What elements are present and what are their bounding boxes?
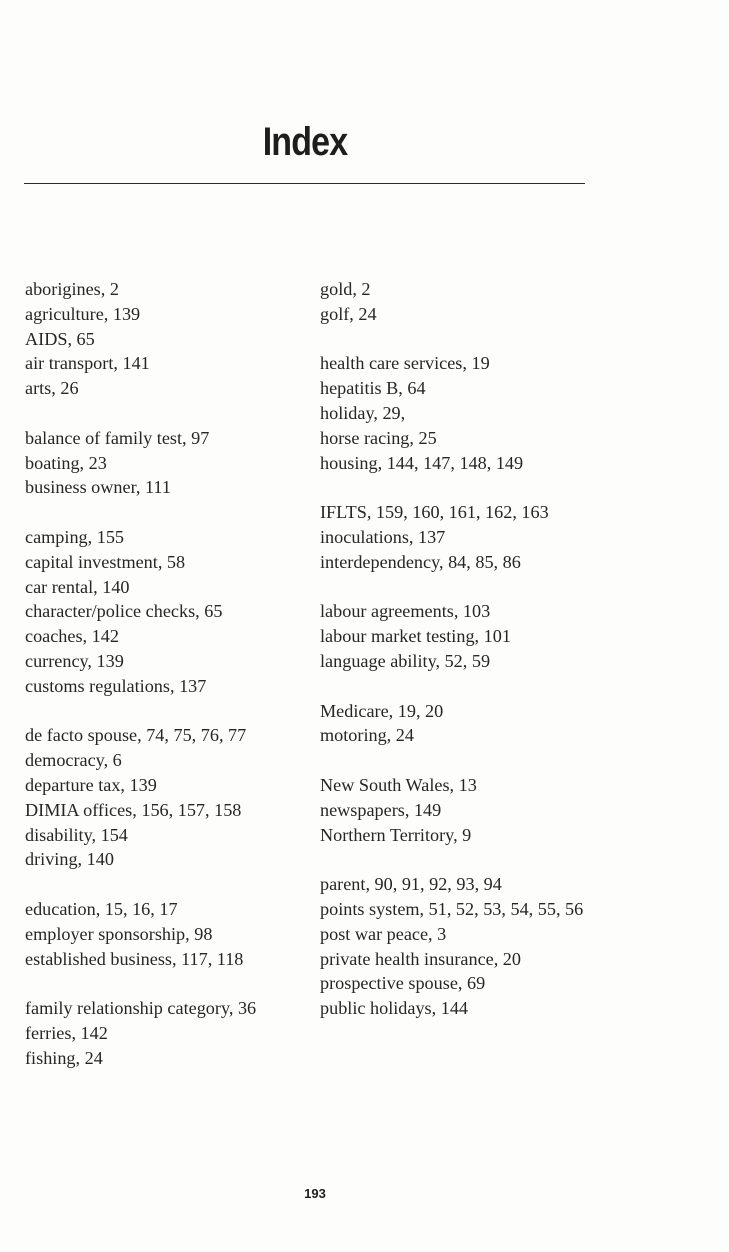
- group-spacer: [320, 475, 610, 500]
- index-entry: inoculations, 137: [320, 526, 446, 547]
- index-entry: post war peace, 3: [320, 923, 447, 944]
- group-spacer: [25, 401, 315, 426]
- index-column-left: [25, 277, 315, 1071]
- index-entry: health care services, 19: [320, 353, 490, 374]
- index-entry: golf, 24: [320, 303, 377, 324]
- index-entry: air transport, 141: [25, 353, 150, 374]
- index-entry: gold, 2: [320, 279, 371, 299]
- index-entry: capital investment, 58: [25, 551, 186, 572]
- index-entry: car rental, 140: [25, 576, 130, 597]
- index-entry: disability, 154: [25, 824, 128, 845]
- title-divider: [24, 183, 585, 184]
- index-entry: housing, 144, 147, 148, 149: [320, 452, 524, 473]
- index-entry: currency, 139: [25, 650, 124, 671]
- index-entry: aborigines, 2: [25, 279, 119, 299]
- index-entry: motoring, 24: [320, 725, 414, 746]
- index-entry: democracy, 6: [25, 750, 122, 771]
- index-entry: ferries, 142: [25, 1022, 108, 1043]
- index-entry: boating, 23: [25, 452, 107, 473]
- index-letter-group: [25, 426, 315, 500]
- group-spacer: [25, 872, 315, 897]
- index-entry: hepatitis B, 64: [320, 378, 426, 399]
- index-entry: business owner, 111: [25, 477, 171, 498]
- index-entry: labour agreements, 103: [320, 601, 491, 622]
- index-entry: public holidays, 144: [320, 998, 469, 1019]
- index-letter-group: [320, 500, 610, 574]
- index-letter-group: [320, 872, 610, 1021]
- index-entry: coaches, 142: [25, 626, 119, 647]
- index-entry: labour market testing, 101: [320, 626, 511, 647]
- index-entry: arts, 26: [25, 378, 79, 399]
- index-entry: prospective spouse, 69: [320, 973, 486, 994]
- group-spacer: [25, 971, 315, 996]
- index-entry: fishing, 24: [25, 1047, 103, 1068]
- index-entry: driving, 140: [25, 849, 114, 870]
- index-letter-group: [25, 897, 315, 971]
- index-entry: family relationship category, 36: [25, 998, 257, 1019]
- index-entry: private health insurance, 20: [320, 948, 521, 969]
- index-entry: Northern Territory, 9: [320, 824, 472, 845]
- index-entry: New South Wales, 13: [320, 774, 477, 795]
- group-spacer: [320, 575, 610, 600]
- index-entry: agriculture, 139: [25, 303, 141, 324]
- index-entry: IFLTS, 159, 160, 161, 162, 163: [320, 502, 549, 523]
- group-spacer: [25, 699, 315, 724]
- index-letter-group: [25, 525, 315, 699]
- index-entry: established business, 117, 118: [25, 948, 244, 969]
- index-entry: character/police checks, 65: [25, 601, 223, 622]
- index-letter-group: [320, 699, 610, 749]
- group-spacer: [320, 748, 610, 773]
- index-entry: DIMIA offices, 156, 157, 158: [25, 799, 242, 820]
- index-entry: language ability, 52, 59: [320, 650, 491, 671]
- index-entry: holiday, 29,: [320, 402, 406, 423]
- group-spacer: [320, 674, 610, 699]
- index-entry: horse racing, 25: [320, 427, 437, 448]
- index-entry: AIDS, 65: [25, 328, 95, 349]
- index-letter-group: [320, 773, 610, 847]
- index-entry: parent, 90, 91, 92, 93, 94: [320, 874, 502, 895]
- index-letter-group: [25, 723, 315, 872]
- index-letter-group: [320, 351, 610, 475]
- index-entry: de facto spouse, 74, 75, 76, 77: [25, 725, 247, 746]
- index-entry: interdependency, 84, 85, 86: [320, 551, 521, 572]
- index-entry: departure tax, 139: [25, 774, 157, 795]
- group-spacer: [320, 847, 610, 872]
- index-entry: newspapers, 149: [320, 799, 442, 820]
- page-title: Index: [262, 120, 348, 164]
- index-entry: camping, 155: [25, 526, 125, 547]
- index-entry: education, 15, 16, 17: [25, 898, 178, 919]
- group-spacer: [320, 327, 610, 352]
- index-entry: customs regulations, 137: [25, 675, 207, 696]
- index-letter-group: [320, 599, 610, 673]
- group-spacer: [25, 500, 315, 525]
- page-number: 193: [304, 1186, 326, 1201]
- index-letter-group: [25, 277, 315, 401]
- index-column-right: [320, 277, 610, 1021]
- index-entry: employer sponsorship, 98: [25, 923, 213, 944]
- index-entry: balance of family test, 97: [25, 427, 210, 448]
- index-letter-group: [320, 277, 610, 327]
- index-entry: Medicare, 19, 20: [320, 700, 444, 721]
- index-entry: points system, 51, 52, 53, 54, 55, 56: [320, 898, 584, 919]
- index-letter-group: [25, 996, 315, 1070]
